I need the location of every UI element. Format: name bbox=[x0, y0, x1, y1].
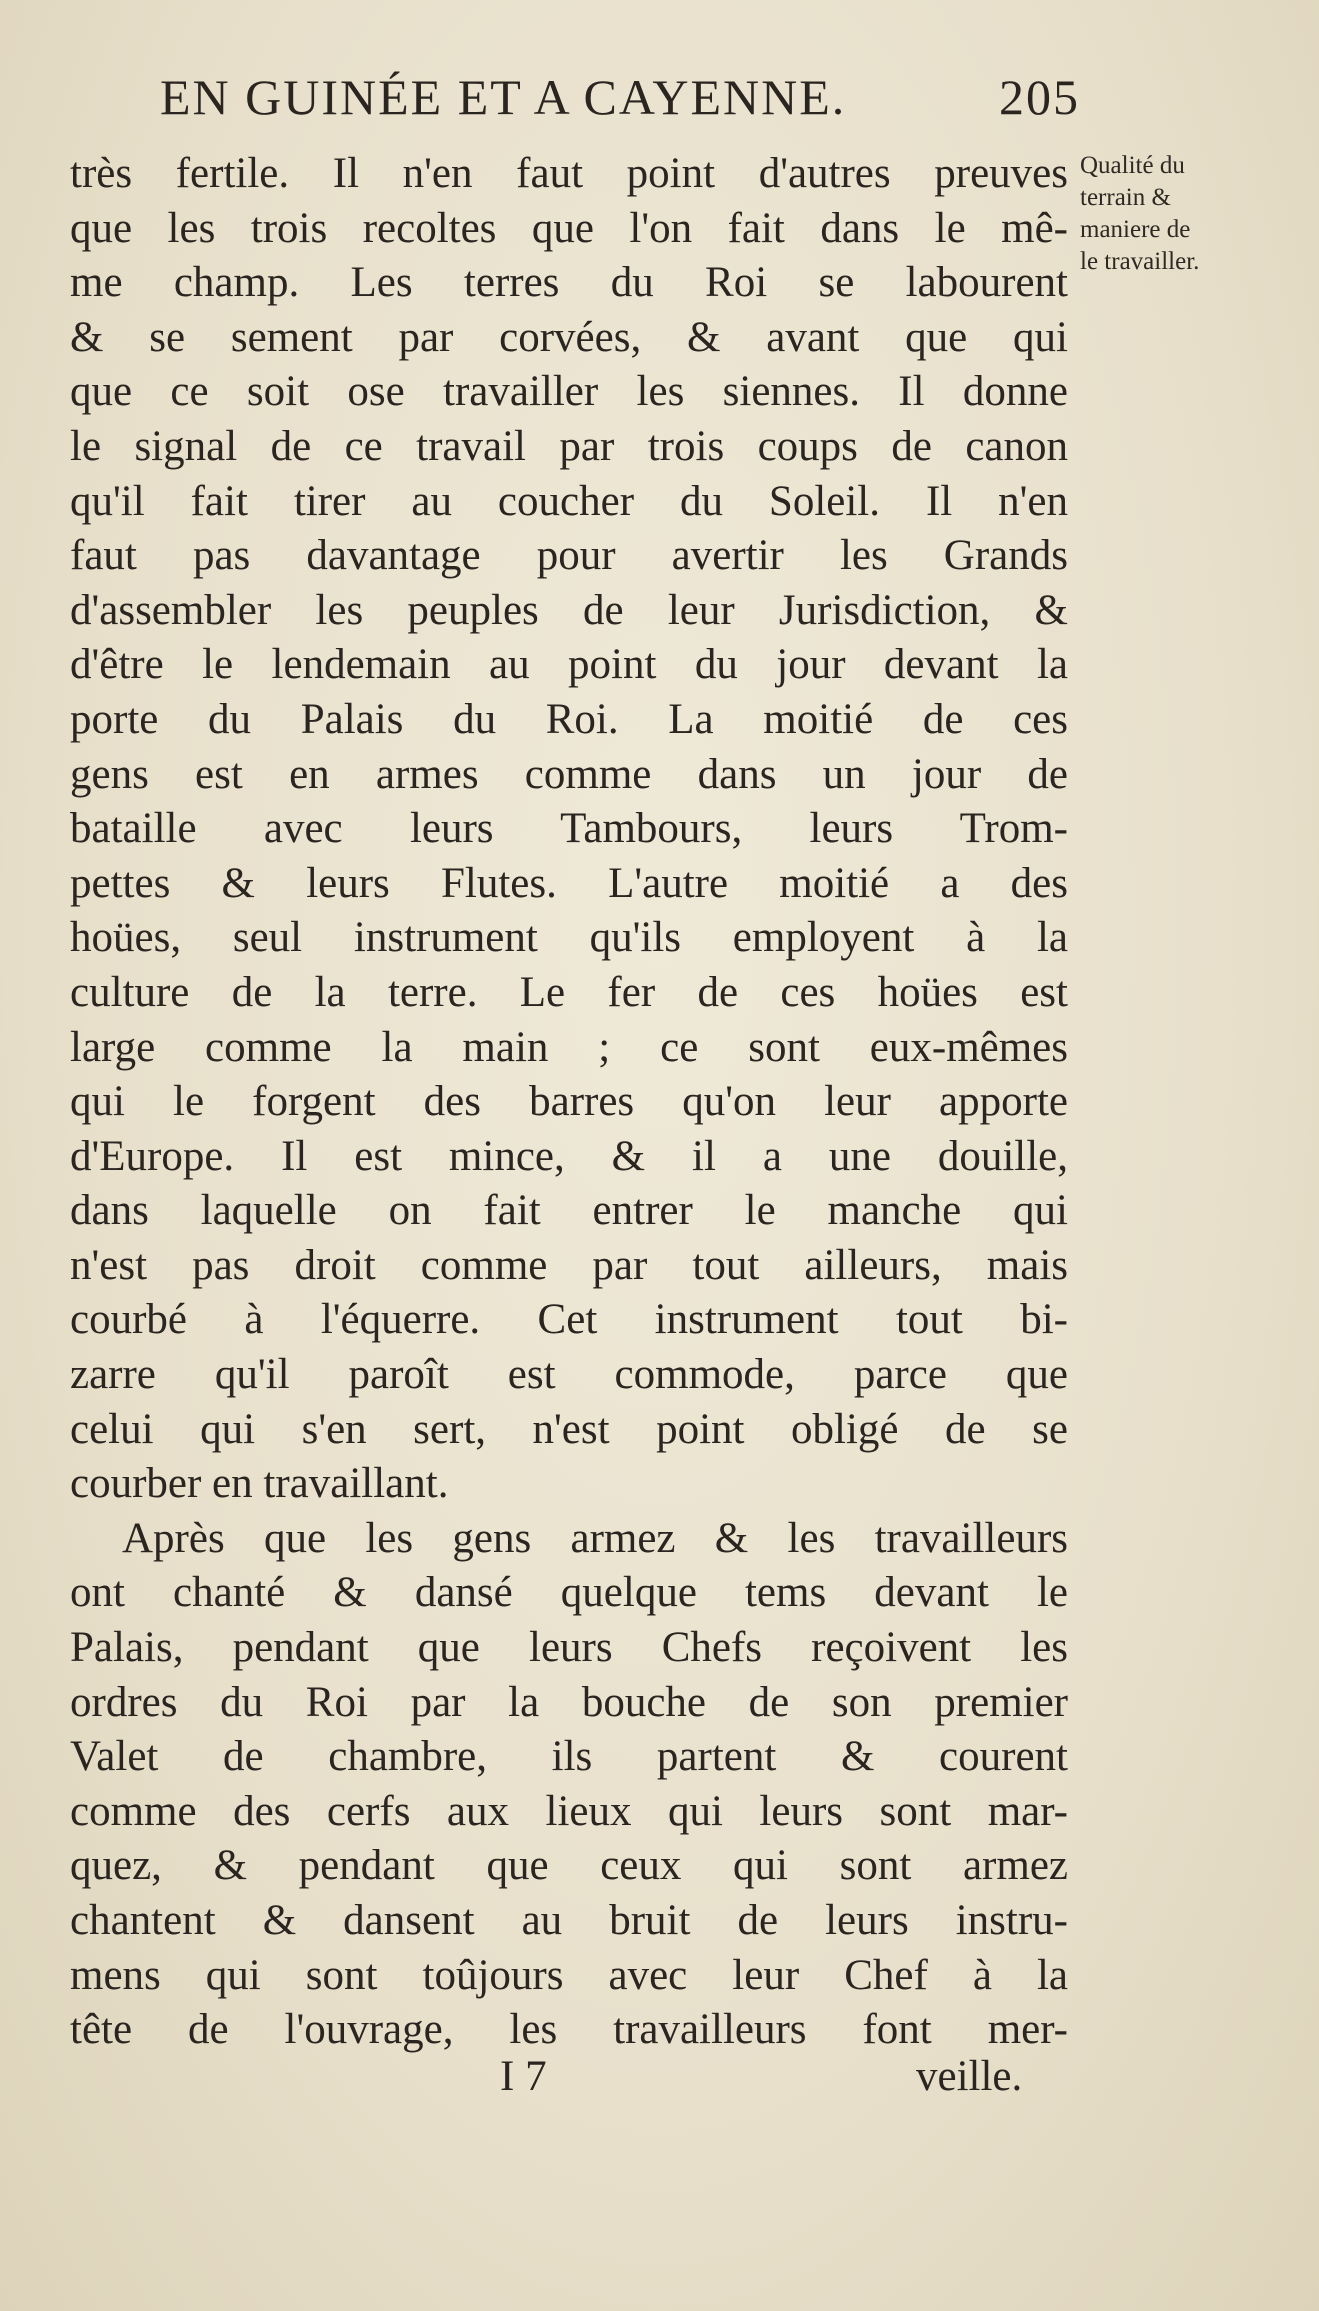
text-line: gens est en armes comme dans un jour de bbox=[70, 750, 1068, 798]
text-line: dans laquelle on fait entrer le manche qui bbox=[70, 1187, 1068, 1235]
margin-note-line: Qualité du bbox=[1080, 152, 1185, 179]
text-line: n'est pas droit comme par tout ailleurs, mais bbox=[70, 1241, 1068, 1289]
text-line: pettes & leurs Flutes. L'autre moitié a des bbox=[70, 859, 1068, 907]
text-line: Après que les gens armez & les travailleurs bbox=[122, 1514, 1068, 1562]
margin-note bbox=[1080, 150, 1305, 278]
text-line: d'Europe. Il est mince, & il a une douille, bbox=[70, 1132, 1068, 1180]
text-line: le signal de ce travail par trois coups de canon bbox=[70, 422, 1068, 470]
text-line: celui qui s'en sert, n'est point obligé de se bbox=[70, 1405, 1068, 1453]
text-line: Palais, pendant que leurs Chefs reçoivent les bbox=[70, 1624, 1068, 1672]
text-line: que ce soit ose travailler les siennes. Il donne bbox=[70, 368, 1068, 416]
text-line: courber en travaillant. bbox=[70, 1460, 449, 1508]
text-line: bataille avec leurs Tambours, leurs Trom- bbox=[70, 805, 1068, 853]
text-line: comme des cerfs aux lieux qui leurs sont mar- bbox=[70, 1787, 1068, 1835]
text-line: me champ. Les terres du Roi se labourent bbox=[70, 259, 1068, 307]
text-line: zarre qu'il paroît est commode, parce que bbox=[70, 1351, 1068, 1399]
catchword: veille. bbox=[916, 2053, 1023, 2100]
text-line: courbé à l'équerre. Cet instrument tout bi- bbox=[70, 1296, 1068, 1344]
text-line: qui le forgent des barres qu'on leur apporte bbox=[70, 1078, 1068, 1126]
text-line: ordres du Roi par la bouche de son premier bbox=[70, 1678, 1068, 1726]
signature-mark: I 7 bbox=[500, 2053, 547, 2100]
text-line: large comme la main ; ce sont eux-mêmes bbox=[70, 1023, 1068, 1071]
text-line: faut pas davantage pour avertir les Grands bbox=[70, 532, 1068, 580]
text-line: chantent & dansent au bruit de leurs instru- bbox=[70, 1897, 1068, 1944]
text-line: d'assembler les peuples de leur Jurisdiction, & bbox=[70, 586, 1068, 634]
text-line: tête de l'ouvrage, les travailleurs font mer- bbox=[70, 2006, 1068, 2054]
running-title: EN GUINÉE ET A CAYENNE. bbox=[160, 69, 847, 125]
text-line: qu'il fait tirer au coucher du Soleil. Il n'en bbox=[70, 477, 1068, 525]
text-line: ont chanté & dansé quelque tems devant le bbox=[70, 1569, 1068, 1617]
text-line: & se sement par corvées, & avant que qui bbox=[70, 313, 1068, 361]
text-line: d'être le lendemain au point du jour devant la bbox=[70, 641, 1068, 689]
margin-note-line: le travailler. bbox=[1080, 248, 1200, 275]
text-line: culture de la terre. Le fer de ces hoües est bbox=[70, 968, 1068, 1016]
text-line: mens qui sont toûjours avec leur Chef à la bbox=[70, 1951, 1068, 1999]
page-number: 205 bbox=[999, 69, 1080, 125]
text-line: hoües, seul instrument qu'ils employent à la bbox=[70, 914, 1068, 962]
text-line: Valet de chambre, ils partent & courent bbox=[70, 1733, 1068, 1781]
text-line: que les trois recoltes que l'on fait dans le mê- bbox=[70, 204, 1068, 252]
text-line: très fertile. Il n'en faut point d'autres preuves bbox=[70, 150, 1068, 197]
body-text bbox=[70, 147, 1068, 2058]
text-line: quez, & pendant que ceux qui sont armez bbox=[70, 1842, 1068, 1890]
margin-note-line: maniere de bbox=[1080, 216, 1191, 243]
page-header bbox=[160, 68, 1080, 128]
margin-note-line: terrain & bbox=[1080, 184, 1171, 211]
text-line: porte du Palais du Roi. La moitié de ces bbox=[70, 695, 1068, 743]
